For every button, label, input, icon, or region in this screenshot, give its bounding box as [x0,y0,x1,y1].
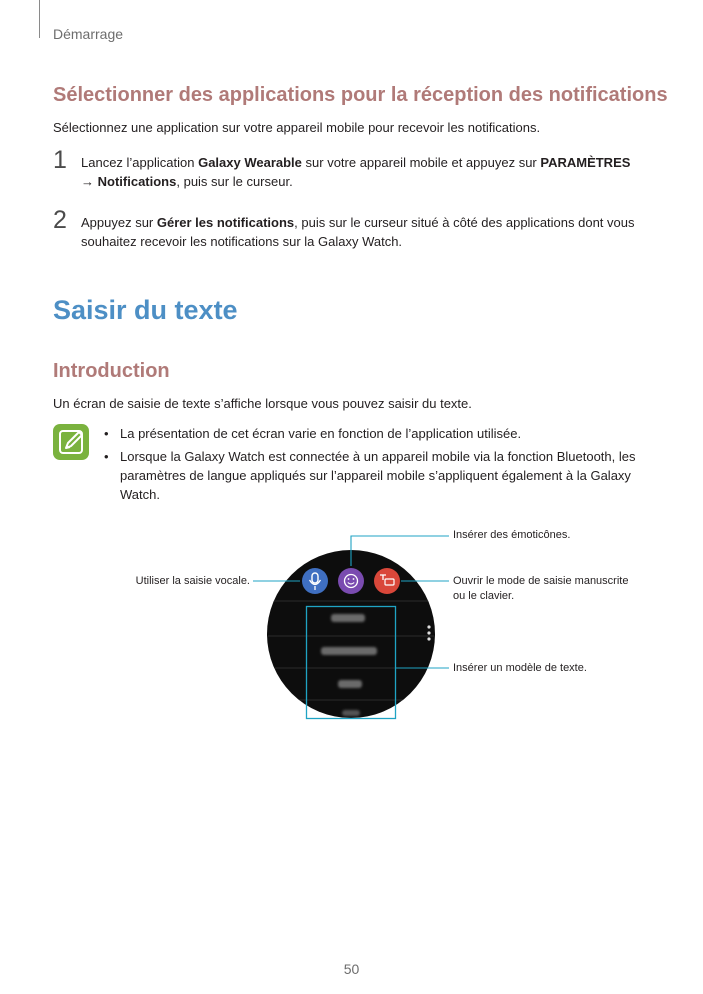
callout-handwriting-line-1: Ouvrir le mode de saisie manuscrite [453,575,629,587]
step-1-text [81,153,656,191]
step-number-1: 1 [53,146,67,174]
step-1-text-b: sur votre appareil mobile et appuyez sur [301,155,541,170]
header-rule [39,0,40,38]
step-1-line-2 [81,172,656,191]
callout-handwriting-line-2: ou le clavier. [453,590,515,602]
settings-label: PARAMÈTRES [540,155,631,170]
template-item-blurred [342,710,360,716]
page-number: 50 [343,961,360,977]
bullet-2: • [104,449,109,464]
subsection-title-introduction: Introduction [53,360,170,382]
handwriting-keyboard-button[interactable] [374,568,400,594]
template-item-blurred [331,614,365,622]
step-2-text-a: Appuyez sur [81,215,157,230]
more-options-icon[interactable] [427,625,430,640]
step-2-line-2: souhaitez recevoir les notifications sur la Galaxy Watch. [81,234,403,249]
note-icon [53,424,89,460]
step-2-text [81,213,656,251]
arrow-text: → [81,174,98,189]
step-2-line-1 [81,213,656,232]
template-item-blurred [338,680,362,688]
step-number-2: 2 [53,206,67,234]
section-title-text-input: Saisir du texte [53,295,238,325]
callout-template: Insérer un modèle de texte. [453,662,587,674]
emoji-button[interactable] [338,568,364,594]
step-1-text-c: , puis sur le curseur. [176,174,293,189]
watch-input-figure [0,515,703,730]
template-item-blurred [321,647,377,655]
section-title-notifications: Sélectionner des applications pour la réception des notifications [53,84,668,106]
introduction-text: Un écran de saisie de texte s’affiche lorsque vous pouvez saisir du texte. [53,396,472,411]
callout-handwriting [453,574,628,604]
note-2: Lorsque la Galaxy Watch est connectée à un appareil mobile via la fonction Bluetooth, les paramètres de langue appliqués sur l’appareil mobile s’appliquent également à la Galaxy Watch. [120,449,636,502]
step-1-line-1 [81,153,656,172]
notifications-label: Notifications [97,174,177,189]
pencil-note-icon [53,424,89,460]
bullet-1: • [104,426,109,441]
step-1-text-a: Lancez l’application [81,155,199,170]
chapter-header: Démarrage [53,26,124,42]
manage-notifications-label: Gérer les notifications [156,215,295,230]
voice-input-button[interactable] [302,568,328,594]
app-name-galaxy-wearable: Galaxy Wearable [198,155,302,170]
section-intro: Sélectionnez une application sur votre appareil mobile pour recevoir les notifications. [53,120,541,135]
step-2-text-b: , puis sur le curseur situé à côté des applications dont vous [294,215,635,230]
callout-emoji: Insérer des émoticônes. [453,529,571,541]
callout-voice: Utiliser la saisie vocale. [135,575,250,587]
note-1: La présentation de cet écran varie en fonction de l’application utilisée. [120,426,522,441]
